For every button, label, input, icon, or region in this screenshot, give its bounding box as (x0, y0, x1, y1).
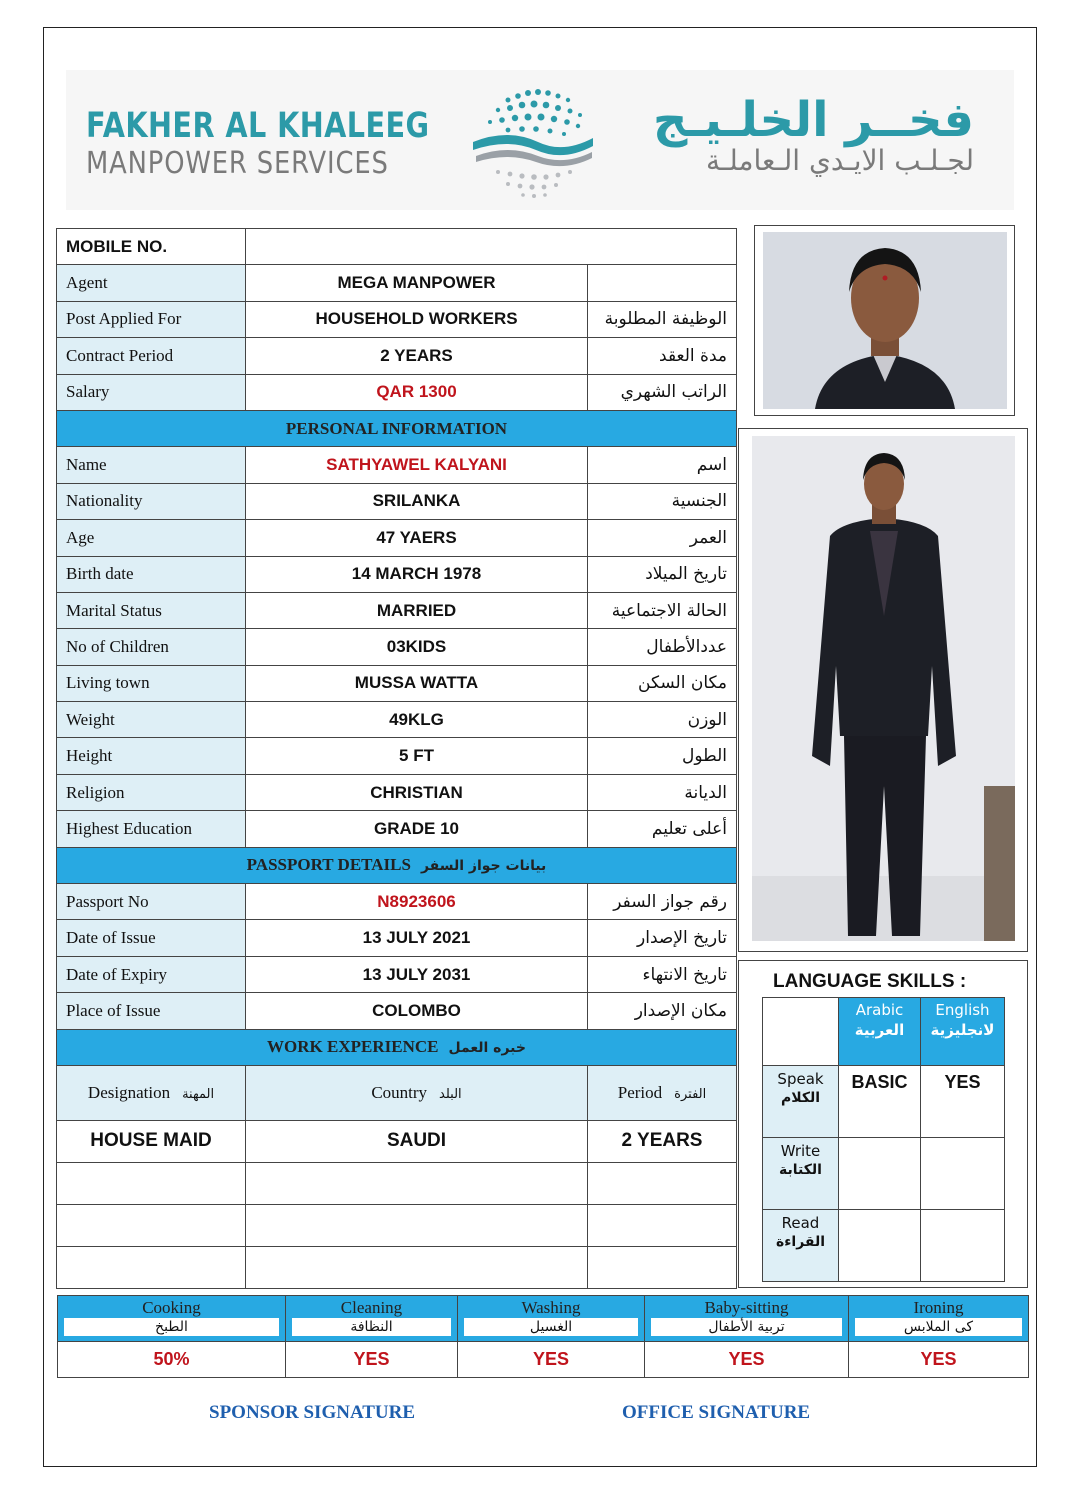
agent-value: MEGA MANPOWER (246, 265, 588, 301)
language-header-row (763, 998, 1005, 1066)
language-skills-table (762, 997, 1005, 1282)
nationality-value: SRILANKA (246, 483, 588, 519)
empty-cell (57, 1204, 246, 1246)
passport-no-row (57, 884, 737, 920)
religion-label-ar: الديانة (588, 774, 737, 810)
nationality-row (57, 483, 737, 519)
issue-place-label-ar: مكان الإصدار (588, 993, 737, 1029)
town-value: MUSSA WATTA (246, 665, 588, 701)
height-value: 5 FT (246, 738, 588, 774)
agent-row (57, 265, 737, 301)
post-value: HOUSEHOLD WORKERS (246, 301, 588, 337)
mobile-value (246, 229, 737, 265)
education-value: GRADE 10 (246, 811, 588, 847)
nationality-label: Nationality (57, 483, 246, 519)
salary-row (57, 374, 737, 410)
babysitting-value: YES (645, 1342, 849, 1378)
brand-name-ar: فخــر الخلـيـج (652, 92, 974, 148)
height-label: Height (57, 738, 246, 774)
skills-header-row (58, 1296, 1029, 1342)
issue-date-value: 13 JULY 2021 (246, 920, 588, 956)
children-row (57, 629, 737, 665)
age-label-ar: العمر (588, 520, 737, 556)
age-label: Age (57, 520, 246, 556)
write-label-ar: الكتابة (779, 1162, 822, 1178)
brand-name-en: FAKHER AL KHALEEG (86, 106, 430, 146)
height-label-ar: الطول (588, 738, 737, 774)
contract-label: Contract Period (57, 338, 246, 374)
marital-label-ar: الحالة الاجتماعية (588, 592, 737, 628)
skill-cooking-header (58, 1296, 286, 1342)
washing-label-en: Washing (521, 1298, 581, 1317)
salary-value: QAR 1300 (246, 374, 588, 410)
write-arabic-value (839, 1138, 921, 1210)
mobile-label: MOBILE NO. (57, 229, 246, 265)
education-label: Highest Education (57, 811, 246, 847)
brand-english (86, 106, 505, 181)
children-value: 03KIDS (246, 629, 588, 665)
expiry-date-label: Date of Expiry (57, 956, 246, 992)
english-label-en: English (935, 1001, 990, 1019)
country-header-ar: البلد (439, 1086, 462, 1102)
age-row (57, 520, 737, 556)
agent-label-ar (588, 265, 737, 301)
issue-place-label: Place of Issue (57, 993, 246, 1029)
birthdate-label-ar: تاريخ الميلاد (588, 556, 737, 592)
issue-place-row (57, 993, 737, 1029)
company-logo-icon (468, 80, 598, 200)
weight-label: Weight (57, 702, 246, 738)
empty-cell (588, 1162, 737, 1204)
expiry-date-label-ar: تاريخ الانتهاء (588, 956, 737, 992)
passport-photo (763, 232, 1007, 409)
issue-place-value: COLOMBO (246, 993, 588, 1029)
speak-arabic-value: BASIC (839, 1066, 921, 1138)
cleaning-label-en: Cleaning (340, 1298, 403, 1317)
empty-cell (588, 1204, 737, 1246)
arabic-label-ar: العربية (854, 1021, 905, 1039)
issue-date-label-ar: تاريخ الإصدار (588, 920, 737, 956)
birthdate-row (57, 556, 737, 592)
skill-speak (763, 1066, 839, 1138)
weight-value: 49KLG (246, 702, 588, 738)
post-row (57, 301, 737, 337)
ironing-label-ar: كى الملابس (855, 1318, 1022, 1336)
birthdate-label: Birth date (57, 556, 246, 592)
brand-arabic (653, 92, 974, 177)
empty-cell (246, 1246, 588, 1288)
babysitting-label-ar: تربية الأطفال (651, 1318, 842, 1336)
nationality-label-ar: الجنسية (588, 483, 737, 519)
empty-cell (246, 1204, 588, 1246)
work-period: 2 YEARS (588, 1120, 737, 1162)
read-english-value (921, 1210, 1005, 1282)
post-label: Post Applied For (57, 301, 246, 337)
cooking-label-en: Cooking (142, 1298, 201, 1317)
skill-babysitting-header (645, 1296, 849, 1342)
agent-label: Agent (57, 265, 246, 301)
speak-label-en: Speak (777, 1070, 824, 1088)
language-row-write (763, 1138, 1005, 1210)
empty-cell (57, 1162, 246, 1204)
work-row-empty (57, 1204, 737, 1246)
work-header-designation (57, 1065, 246, 1120)
designation-header-ar: المهنة (182, 1086, 215, 1102)
education-label-ar: أعلى تعليم (588, 811, 737, 847)
name-label: Name (57, 447, 246, 483)
passport-no-label: Passport No (57, 884, 246, 920)
skill-ironing-header (849, 1296, 1029, 1342)
skill-write (763, 1138, 839, 1210)
applicant-info-table (56, 228, 737, 1289)
empty-cell (246, 1162, 588, 1204)
town-row (57, 665, 737, 701)
education-row (57, 811, 737, 847)
weight-row (57, 702, 737, 738)
work-section-header (57, 1029, 737, 1065)
company-header (66, 70, 1014, 210)
skills-value-row (58, 1342, 1029, 1378)
english-label-ar: لانجليزية (930, 1021, 995, 1039)
passport-no-value: N8923606 (246, 884, 588, 920)
contract-label-ar: مدة العقد (588, 338, 737, 374)
household-skills-table (57, 1295, 1029, 1378)
language-skills-title: LANGUAGE SKILLS : (773, 971, 967, 992)
language-corner-cell (763, 998, 839, 1066)
height-row (57, 738, 737, 774)
language-row-read (763, 1210, 1005, 1282)
work-row (57, 1120, 737, 1162)
work-designation: HOUSE MAID (57, 1120, 246, 1162)
personal-section-title: PERSONAL INFORMATION (57, 410, 737, 446)
country-header-en: Country (371, 1082, 428, 1102)
cleaning-value: YES (286, 1342, 458, 1378)
name-row (57, 447, 737, 483)
language-col-english (921, 998, 1005, 1066)
contract-value: 2 YEARS (246, 338, 588, 374)
work-header-row (57, 1065, 737, 1120)
mobile-row (57, 229, 737, 265)
religion-value: CHRISTIAN (246, 774, 588, 810)
speak-english-value: YES (921, 1066, 1005, 1138)
empty-cell (57, 1246, 246, 1288)
work-header-country (246, 1065, 588, 1120)
washing-value: YES (458, 1342, 645, 1378)
full-length-photo (752, 436, 1015, 941)
brand-tagline-ar: لجـلـب الايـدي الـعاملـة (706, 144, 974, 177)
passport-section-title (57, 847, 737, 883)
empty-cell (588, 1246, 737, 1288)
full-length-photo-frame (738, 428, 1028, 952)
brand-tagline-en: MANPOWER SERVICES (86, 146, 389, 181)
passport-section-header (57, 847, 737, 883)
contract-row (57, 338, 737, 374)
read-label-en: Read (781, 1214, 820, 1232)
portrait-icon (763, 232, 1007, 409)
passport-no-label-ar: رقم جواز السفر (588, 884, 737, 920)
work-title-ar: خبره العمل (448, 1040, 526, 1057)
language-row-speak (763, 1066, 1005, 1138)
issue-date-row (57, 920, 737, 956)
office-signature-label: OFFICE SIGNATURE (622, 1402, 811, 1423)
children-label: No of Children (57, 629, 246, 665)
language-col-arabic (839, 998, 921, 1066)
passport-title-ar: بيانات جواز السفر (420, 858, 547, 875)
expiry-date-row (57, 956, 737, 992)
babysitting-label-en: Baby-sitting (704, 1298, 789, 1317)
children-label-ar: عددالأطفال (588, 629, 737, 665)
read-label-ar: القراءة (775, 1234, 826, 1250)
religion-label: Religion (57, 774, 246, 810)
passport-title-en: PASSPORT DETAILS (246, 855, 411, 875)
skill-cleaning-header (286, 1296, 458, 1342)
sponsor-signature-label: SPONSOR SIGNATURE (209, 1402, 416, 1423)
work-header-period (588, 1065, 737, 1120)
write-label-en: Write (780, 1142, 821, 1160)
speak-label-ar: الكلام (780, 1090, 821, 1106)
work-section-title (57, 1029, 737, 1065)
name-label-ar: اسم (588, 447, 737, 483)
town-label: Living town (57, 665, 246, 701)
cooking-value: 50% (58, 1342, 286, 1378)
work-row-empty (57, 1246, 737, 1288)
name-value: SATHYAWEL KALYANI (246, 447, 588, 483)
washing-label-ar: الغسيل (464, 1318, 638, 1336)
passport-photo-frame (754, 225, 1015, 416)
issue-date-label: Date of Issue (57, 920, 246, 956)
work-country: SAUDI (246, 1120, 588, 1162)
period-header-en: Period (617, 1082, 663, 1102)
personal-section-header (57, 410, 737, 446)
designation-header-en: Designation (87, 1082, 171, 1102)
cooking-label-ar: الطبخ (64, 1318, 279, 1336)
marital-label: Marital Status (57, 592, 246, 628)
cleaning-label-ar: النظافة (292, 1318, 451, 1336)
religion-row (57, 774, 737, 810)
marital-row (57, 592, 737, 628)
marital-value: MARRIED (246, 592, 588, 628)
skill-washing-header (458, 1296, 645, 1342)
weight-label-ar: الوزن (588, 702, 737, 738)
salary-label-ar: الراتب الشهري (588, 374, 737, 410)
read-arabic-value (839, 1210, 921, 1282)
write-english-value (921, 1138, 1005, 1210)
salary-label: Salary (57, 374, 246, 410)
skill-read (763, 1210, 839, 1282)
work-title-en: WORK EXPERIENCE (267, 1037, 439, 1057)
full-body-portrait-icon (752, 436, 1015, 941)
ironing-label-en: Ironing (913, 1298, 964, 1317)
ironing-value: YES (849, 1342, 1029, 1378)
expiry-date-value: 13 JULY 2031 (246, 956, 588, 992)
age-value: 47 YAERS (246, 520, 588, 556)
town-label-ar: مكان السكن (588, 665, 737, 701)
arabic-label-en: Arabic (855, 1001, 904, 1019)
work-row-empty (57, 1162, 737, 1204)
post-label-ar: الوظيفة المطلوبة (588, 301, 737, 337)
birthdate-value: 14 MARCH 1978 (246, 556, 588, 592)
period-header-ar: الفترة (674, 1086, 707, 1102)
